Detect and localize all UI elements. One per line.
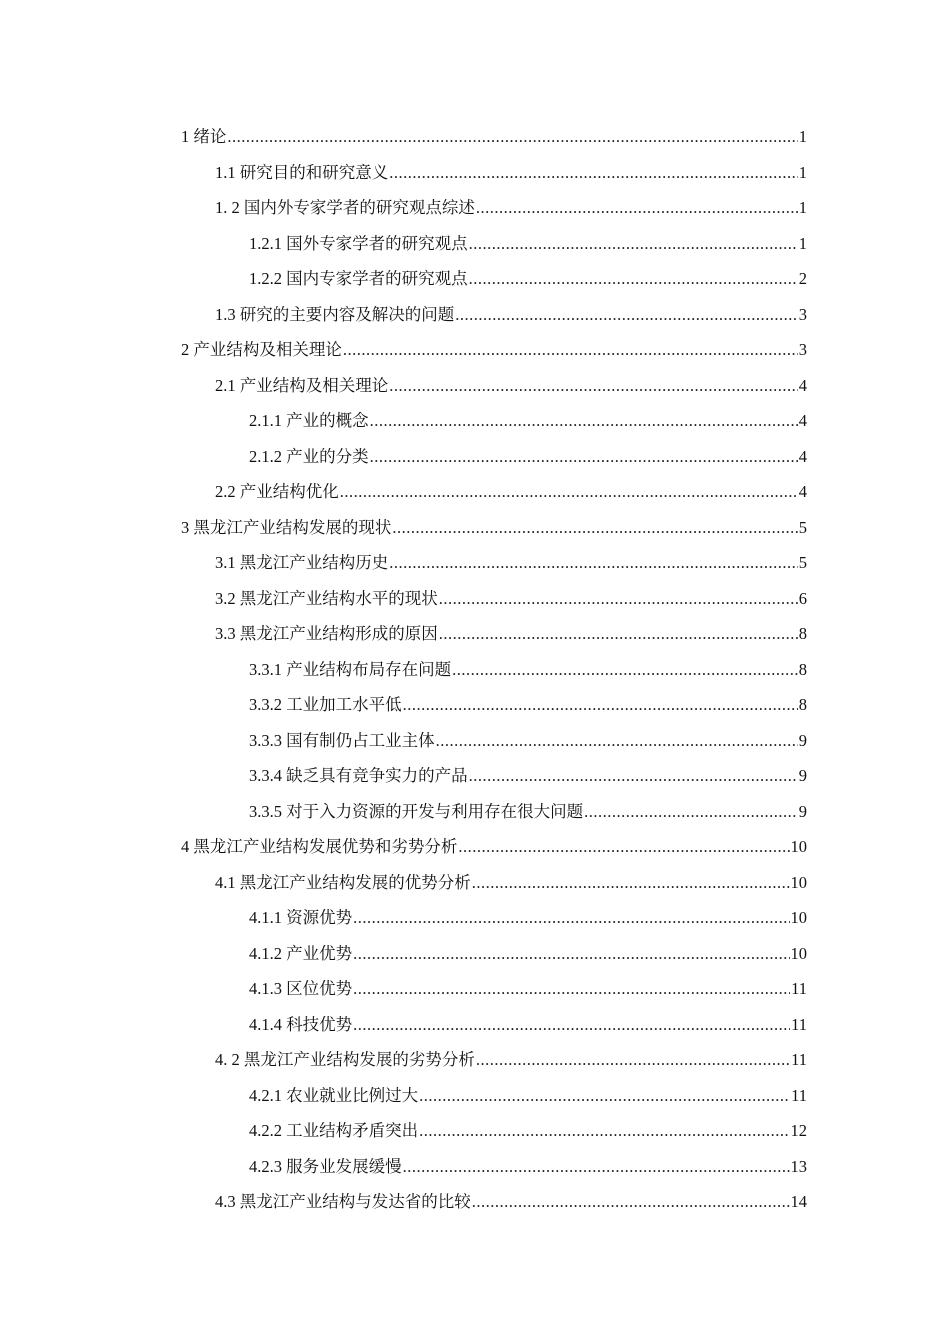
toc-dot-leader [403, 1149, 790, 1185]
toc-entry[interactable] [181, 1184, 807, 1220]
toc-entry[interactable] [181, 510, 807, 546]
toc-page-number: 3 [798, 304, 807, 324]
toc-page-number: 8 [798, 624, 807, 643]
toc-dot-leader [392, 510, 797, 546]
toc-entry-title: 2.1.1 产业的概念 [249, 411, 369, 430]
toc-dot-leader [476, 1042, 790, 1078]
toc-page-number: 9 [798, 730, 807, 750]
toc-entry-title: 3.3.4 缺乏具有竞争实力的产品 [249, 766, 468, 785]
toc-entry[interactable] [181, 155, 807, 191]
toc-dot-leader [455, 297, 798, 333]
toc-page-number: 4 [798, 411, 807, 430]
toc-page-number: 11 [791, 979, 807, 998]
table-of-contents [181, 119, 807, 1220]
toc-page-number: 10 [790, 872, 807, 892]
toc-entry-title: 4. 2 黑龙江产业结构发展的劣势分析 [215, 1050, 475, 1069]
toc-dot-leader [389, 155, 798, 191]
toc-entry-title: 3.3.2 工业加工水平低 [249, 695, 402, 714]
toc-dot-leader [370, 439, 798, 475]
toc-dot-leader [403, 687, 798, 723]
toc-page-number: 11 [791, 1050, 807, 1069]
toc-entry-title: 1.2.1 国外专家学者的研究观点 [249, 233, 468, 253]
toc-dot-leader [436, 723, 798, 759]
toc-entry[interactable] [181, 829, 807, 865]
toc-dot-leader [353, 1007, 790, 1043]
toc-entry-title: 3.1 黑龙江产业结构历史 [215, 553, 389, 572]
toc-dot-leader [340, 474, 798, 510]
toc-dot-leader [370, 403, 798, 439]
toc-page-number: 4 [798, 375, 807, 395]
toc-entry-title: 2.2 产业结构优化 [215, 482, 339, 501]
toc-entry-title: 1.1 研究目的和研究意义 [215, 162, 389, 182]
toc-page-number: 10 [790, 908, 807, 927]
toc-dot-leader [419, 1078, 790, 1114]
toc-entry[interactable] [181, 1042, 807, 1078]
toc-page-number: 4 [798, 446, 807, 466]
toc-entry-title: 1. 2 国内外专家学者的研究观点综述 [215, 198, 475, 217]
toc-entry-title: 4.1.2 产业优势 [249, 943, 353, 963]
toc-page-number: 2 [798, 269, 807, 288]
toc-page-number: 10 [790, 837, 807, 856]
toc-entry[interactable] [181, 474, 807, 510]
toc-entry[interactable] [181, 439, 807, 475]
toc-entry-title: 3 黑龙江产业结构发展的现状 [181, 517, 392, 537]
toc-entry-title: 4.2.3 服务业发展缓慢 [249, 1156, 402, 1176]
toc-page-number: 11 [791, 1014, 807, 1034]
toc-dot-leader [419, 1113, 789, 1149]
toc-dot-leader [469, 226, 798, 262]
toc-page-number: 10 [790, 943, 807, 963]
toc-entry-title: 3.3.5 对于入力资源的开发与利用存在很大问题 [249, 801, 584, 821]
toc-page-number: 1 [798, 127, 807, 146]
toc-page-number: 1 [798, 198, 807, 217]
toc-entry[interactable] [181, 403, 807, 439]
toc-entry-title: 4.1.4 科技优势 [249, 1014, 353, 1034]
toc-entry[interactable] [181, 865, 807, 901]
toc-entry-title: 4.1.3 区位优势 [249, 979, 353, 998]
toc-entry[interactable] [181, 687, 807, 723]
toc-dot-leader [584, 794, 798, 830]
toc-entry-title: 4.1 黑龙江产业结构发展的优势分析 [215, 872, 471, 892]
toc-entry-title: 2 产业结构及相关理论 [181, 340, 342, 359]
toc-entry-title: 2.1 产业结构及相关理论 [215, 375, 389, 395]
toc-entry-title: 1.2.2 国内专家学者的研究观点 [249, 269, 468, 288]
toc-dot-leader [452, 652, 798, 688]
toc-page-number: 13 [790, 1156, 807, 1176]
toc-entry[interactable] [181, 368, 807, 404]
toc-entry-title: 3.3 黑龙江产业结构形成的原因 [215, 624, 438, 643]
toc-entry[interactable] [181, 1007, 807, 1043]
toc-page-number: 11 [791, 1085, 807, 1105]
toc-dot-leader [353, 900, 789, 936]
toc-dot-leader [439, 581, 798, 617]
toc-dot-leader [227, 119, 797, 155]
toc-entry[interactable] [181, 971, 807, 1007]
toc-entry[interactable] [181, 652, 807, 688]
toc-page-number: 1 [798, 162, 807, 182]
toc-entry-title: 3.3.3 国有制仍占工业主体 [249, 730, 435, 750]
toc-entry-title: 4.2.1 农业就业比例过大 [249, 1085, 419, 1105]
toc-page-number: 9 [798, 801, 807, 821]
toc-page-number: 3 [798, 340, 807, 359]
toc-entry[interactable] [181, 758, 807, 794]
toc-entry[interactable] [181, 936, 807, 972]
toc-page-number: 5 [798, 553, 807, 572]
toc-dot-leader [472, 865, 790, 901]
toc-entry-title: 4.1.1 资源优势 [249, 908, 353, 927]
toc-entry-title: 1.3 研究的主要内容及解决的问题 [215, 304, 455, 324]
toc-page-number: 12 [790, 1121, 807, 1140]
toc-entry[interactable] [181, 190, 807, 226]
toc-entry[interactable] [181, 1113, 807, 1149]
toc-entry[interactable] [181, 226, 807, 262]
toc-dot-leader [439, 616, 798, 652]
toc-entry[interactable] [181, 616, 807, 652]
toc-page-number: 4 [798, 482, 807, 501]
toc-dot-leader [353, 971, 790, 1007]
toc-dot-leader [343, 332, 798, 368]
toc-dot-leader [389, 545, 798, 581]
toc-entry[interactable] [181, 900, 807, 936]
toc-page-number: 8 [798, 695, 807, 714]
toc-entry-title: 3.3.1 产业结构布局存在问题 [249, 659, 452, 679]
toc-dot-leader [353, 936, 789, 972]
toc-page-number: 6 [798, 588, 807, 608]
toc-entry-title: 2.1.2 产业的分类 [249, 446, 369, 466]
toc-entry[interactable] [181, 1078, 807, 1114]
toc-entry[interactable] [181, 581, 807, 617]
toc-entry[interactable] [181, 119, 807, 155]
toc-dot-leader [472, 1184, 790, 1220]
toc-entry[interactable] [181, 1149, 807, 1185]
toc-dot-leader [469, 261, 798, 297]
toc-entry[interactable] [181, 794, 807, 830]
toc-dot-leader [469, 758, 798, 794]
toc-entry-title: 1 绪论 [181, 127, 227, 146]
toc-entry[interactable] [181, 297, 807, 333]
toc-dot-leader [458, 829, 789, 865]
toc-page-number: 9 [798, 766, 807, 785]
toc-entry[interactable] [181, 332, 807, 368]
toc-entry-title: 3.2 黑龙江产业结构水平的现状 [215, 588, 438, 608]
toc-page-number: 1 [798, 233, 807, 253]
toc-entry-title: 4.2.2 工业结构矛盾突出 [249, 1121, 419, 1140]
toc-entry-title: 4 黑龙江产业结构发展优势和劣势分析 [181, 837, 458, 856]
toc-page-number: 14 [790, 1192, 807, 1211]
toc-entry-title: 4.3 黑龙江产业结构与发达省的比较 [215, 1192, 471, 1211]
toc-page-number: 8 [798, 659, 807, 679]
toc-dot-leader [389, 368, 798, 404]
toc-entry[interactable] [181, 723, 807, 759]
toc-page-number: 5 [798, 517, 807, 537]
toc-entry[interactable] [181, 545, 807, 581]
toc-entry[interactable] [181, 261, 807, 297]
toc-dot-leader [476, 190, 798, 226]
